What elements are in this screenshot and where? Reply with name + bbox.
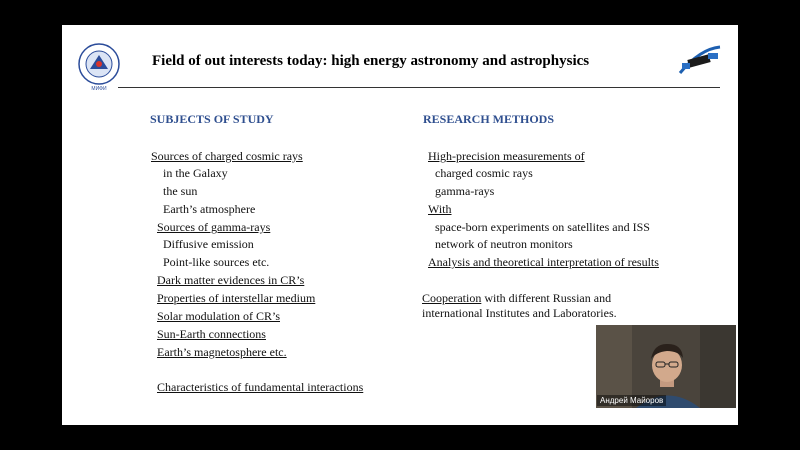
cooperation-rest: with different Russian and <box>481 291 612 305</box>
title-divider <box>118 87 720 88</box>
subject-item: Sources of charged cosmic rays <box>151 149 303 163</box>
method-subitem: space-born experiments on satellites and ISS <box>435 220 650 234</box>
participant-video-tile[interactable] <box>596 325 736 408</box>
subject-subitem: in the Galaxy <box>163 166 228 180</box>
method-item: With <box>428 202 452 216</box>
methods-heading: RESEARCH METHODS <box>423 112 555 126</box>
subject-subitem: Point-like sources etc. <box>163 255 270 269</box>
subjects-heading: SUBJECTS OF STUDY <box>150 112 274 126</box>
method-item: Analysis and theoretical interpretation of results <box>428 255 659 269</box>
university-logo <box>70 39 128 93</box>
svg-text:МИФИ: МИФИ <box>91 86 107 92</box>
method-subitem: network of neutron monitors <box>435 237 573 251</box>
method-subitem: gamma-rays <box>435 184 495 198</box>
subject-subitem: Diffusive emission <box>163 237 254 251</box>
subject-item: Solar modulation of CR’s <box>157 309 280 323</box>
cooperation-line-2: international Institutes and Laboratories. <box>422 306 617 320</box>
subject-item: Sun-Earth connections <box>157 327 266 341</box>
cooperation-line <box>422 291 611 306</box>
subject-item: Sources of gamma-rays <box>157 220 271 234</box>
subject-item: Earth’s magnetosphere etc. <box>157 345 287 359</box>
participant-name: Андрей Майоров <box>597 395 666 406</box>
subject-item: Dark matter evidences in CR’s <box>157 273 305 287</box>
slide-title: Field of out interests today: high energy astronomy and astrophysics <box>152 53 590 69</box>
spacecraft-logo <box>678 43 722 79</box>
subject-item: Characteristics of fundamental interactions <box>157 380 364 394</box>
method-subitem: charged cosmic rays <box>435 166 533 180</box>
subject-item: Properties of interstellar medium <box>157 291 316 305</box>
subject-subitem: Earth’s atmosphere <box>163 202 256 216</box>
method-item: High-precision measurements of <box>428 149 585 163</box>
cooperation-word: Cooperation <box>422 291 482 305</box>
subject-subitem: the sun <box>163 184 198 198</box>
